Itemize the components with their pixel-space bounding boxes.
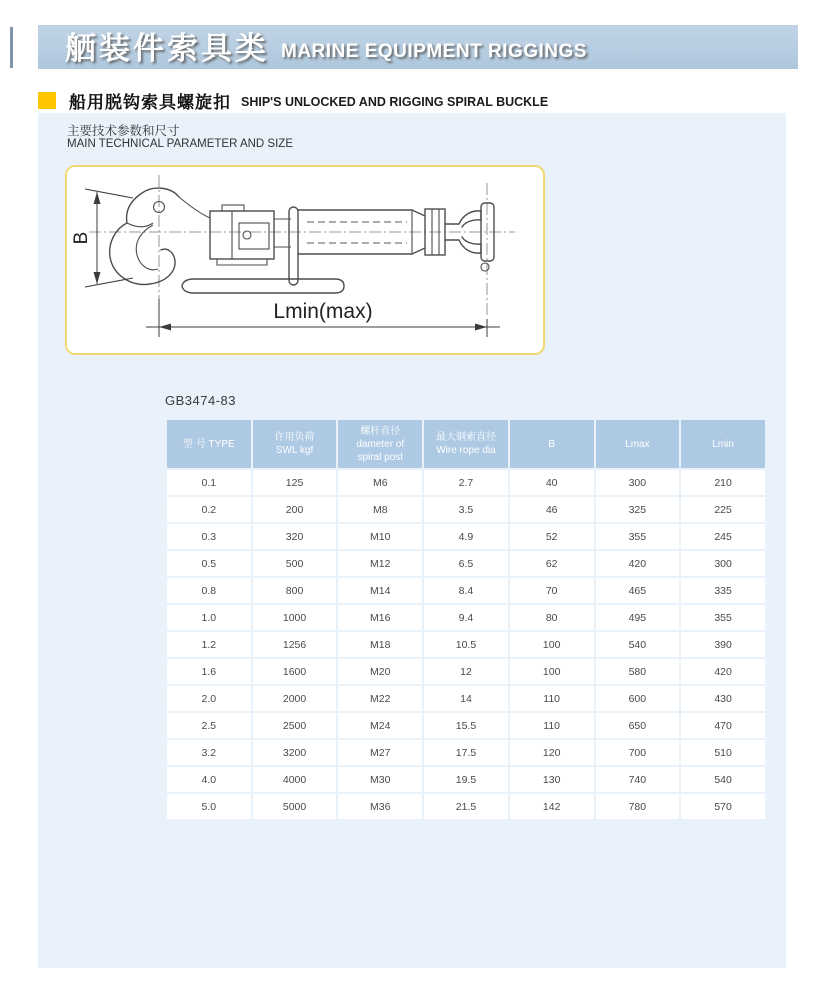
column-header bbox=[424, 420, 508, 468]
table-cell: 0.5 bbox=[167, 551, 251, 576]
table-cell: 325 bbox=[596, 497, 680, 522]
table-cell: 335 bbox=[681, 578, 765, 603]
table-cell: 80 bbox=[510, 605, 594, 630]
table-row bbox=[167, 686, 765, 711]
table-cell: 430 bbox=[681, 686, 765, 711]
table-cell: 8.4 bbox=[424, 578, 508, 603]
table-cell: 1.2 bbox=[167, 632, 251, 657]
column-header bbox=[510, 420, 594, 468]
table-cell: 100 bbox=[510, 632, 594, 657]
table-cell: 100 bbox=[510, 659, 594, 684]
table-cell: 14 bbox=[424, 686, 508, 711]
table-cell: 510 bbox=[681, 740, 765, 765]
table-cell: M24 bbox=[338, 713, 422, 738]
column-header-line: 许用负荷 bbox=[274, 432, 315, 443]
column-header-line: B bbox=[548, 438, 555, 450]
column-header bbox=[167, 420, 251, 468]
banner-title-en: MARINE EQUIPMENT RIGGINGS bbox=[281, 41, 587, 62]
column-header bbox=[253, 420, 337, 468]
table-cell: 10.5 bbox=[424, 632, 508, 657]
table-cell: 0.3 bbox=[167, 524, 251, 549]
table-cell: M30 bbox=[338, 767, 422, 792]
table-cell: 3.2 bbox=[167, 740, 251, 765]
table-row bbox=[167, 767, 765, 792]
column-header-line: Lmin bbox=[712, 438, 734, 450]
table-cell: M18 bbox=[338, 632, 422, 657]
table-cell: M6 bbox=[338, 470, 422, 495]
table-cell: 2.5 bbox=[167, 713, 251, 738]
section-heading bbox=[38, 88, 548, 113]
banner-title-zh: 舾装件索具类 bbox=[65, 31, 269, 66]
table-cell: 19.5 bbox=[424, 767, 508, 792]
section-title-en: SHIP'S UNLOCKED AND RIGGING SPIRAL BUCKLE bbox=[241, 95, 549, 109]
table-cell: 1000 bbox=[253, 605, 337, 630]
table-row bbox=[167, 524, 765, 549]
table-row bbox=[167, 659, 765, 684]
table-cell: 12 bbox=[424, 659, 508, 684]
table-cell: 2.7 bbox=[424, 470, 508, 495]
table-cell: 4000 bbox=[253, 767, 337, 792]
dim-label-lmin-max: Lmin(max) bbox=[273, 300, 373, 323]
banner bbox=[38, 25, 798, 69]
column-header-line: 最大钢索直径 bbox=[435, 432, 496, 443]
table-cell: 540 bbox=[681, 767, 765, 792]
technical-drawing bbox=[67, 167, 543, 353]
table-cell: 780 bbox=[596, 794, 680, 819]
table-cell: 500 bbox=[253, 551, 337, 576]
technical-drawing-panel bbox=[65, 165, 545, 355]
table-cell: 1600 bbox=[253, 659, 337, 684]
table-header-row bbox=[167, 420, 765, 468]
table-cell: 110 bbox=[510, 686, 594, 711]
table-cell: 125 bbox=[253, 470, 337, 495]
table-cell: M20 bbox=[338, 659, 422, 684]
table-cell: 1.6 bbox=[167, 659, 251, 684]
table-cell: M36 bbox=[338, 794, 422, 819]
table-cell: 355 bbox=[596, 524, 680, 549]
tech-heading-en: MAIN TECHNICAL PARAMETER AND SIZE bbox=[67, 138, 293, 150]
column-header-line: dameter of bbox=[356, 438, 405, 450]
table-cell: 650 bbox=[596, 713, 680, 738]
table-cell: 495 bbox=[596, 605, 680, 630]
column-header bbox=[681, 420, 765, 468]
table-cell: 0.2 bbox=[167, 497, 251, 522]
table-cell: 1256 bbox=[253, 632, 337, 657]
table-cell: 17.5 bbox=[424, 740, 508, 765]
table-cell: 355 bbox=[681, 605, 765, 630]
table-cell: 110 bbox=[510, 713, 594, 738]
table-row bbox=[167, 497, 765, 522]
table-cell: 540 bbox=[596, 632, 680, 657]
column-header-line: 型 号 TYPE bbox=[183, 438, 235, 450]
table-cell: 600 bbox=[596, 686, 680, 711]
tech-heading-zh: 主要技术参数和尺寸 bbox=[67, 124, 180, 138]
table-row bbox=[167, 551, 765, 576]
table-cell: 5000 bbox=[253, 794, 337, 819]
column-header-line: Lmax bbox=[625, 438, 650, 450]
table-cell: 0.1 bbox=[167, 470, 251, 495]
table-cell: 800 bbox=[253, 578, 337, 603]
content-panel bbox=[38, 113, 786, 968]
table-cell: 5.0 bbox=[167, 794, 251, 819]
table-cell: M12 bbox=[338, 551, 422, 576]
table-cell: 465 bbox=[596, 578, 680, 603]
table-row bbox=[167, 632, 765, 657]
column-header-line: 螺杆直径 bbox=[360, 425, 401, 437]
table-row bbox=[167, 740, 765, 765]
table-cell: 470 bbox=[681, 713, 765, 738]
table-cell: 580 bbox=[596, 659, 680, 684]
table-cell: 6.5 bbox=[424, 551, 508, 576]
table-cell: 15.5 bbox=[424, 713, 508, 738]
table-cell: M22 bbox=[338, 686, 422, 711]
table-cell: 570 bbox=[681, 794, 765, 819]
dim-label-b: B bbox=[71, 231, 92, 245]
table-body bbox=[167, 470, 765, 819]
table-cell: 120 bbox=[510, 740, 594, 765]
table-cell: 390 bbox=[681, 632, 765, 657]
table-cell: 21.5 bbox=[424, 794, 508, 819]
table-cell: M10 bbox=[338, 524, 422, 549]
section-title-zh: 船用脱钩索具螺旋扣 bbox=[69, 93, 231, 112]
table-cell: M8 bbox=[338, 497, 422, 522]
table-cell: 62 bbox=[510, 551, 594, 576]
table-cell: M16 bbox=[338, 605, 422, 630]
table-cell: 245 bbox=[681, 524, 765, 549]
standard-code: GB3474-83 bbox=[165, 393, 236, 408]
table-cell: M27 bbox=[338, 740, 422, 765]
table-cell: 210 bbox=[681, 470, 765, 495]
table-cell: 700 bbox=[596, 740, 680, 765]
table-cell: 0.8 bbox=[167, 578, 251, 603]
table-cell: 300 bbox=[681, 551, 765, 576]
column-header-line: spiral post bbox=[357, 451, 404, 463]
column-header-line: SWL kgf bbox=[275, 445, 314, 456]
column-header-line: Wire rope dia bbox=[436, 445, 496, 456]
table-row bbox=[167, 578, 765, 603]
left-accent-tick bbox=[10, 27, 13, 68]
table-cell: 2.0 bbox=[167, 686, 251, 711]
table-cell: 300 bbox=[596, 470, 680, 495]
table-row bbox=[167, 713, 765, 738]
table-row bbox=[167, 794, 765, 819]
table-cell: 4.9 bbox=[424, 524, 508, 549]
table-cell: 420 bbox=[596, 551, 680, 576]
table-cell: 4.0 bbox=[167, 767, 251, 792]
yellow-bullet-icon bbox=[38, 92, 56, 109]
table-cell: 2000 bbox=[253, 686, 337, 711]
table-cell: 1.0 bbox=[167, 605, 251, 630]
table-cell: 3.5 bbox=[424, 497, 508, 522]
table-cell: 40 bbox=[510, 470, 594, 495]
table-row bbox=[167, 470, 765, 495]
table-cell: 46 bbox=[510, 497, 594, 522]
table-cell: 200 bbox=[253, 497, 337, 522]
table-cell: 52 bbox=[510, 524, 594, 549]
table-cell: 740 bbox=[596, 767, 680, 792]
table-cell: 142 bbox=[510, 794, 594, 819]
table-cell: 420 bbox=[681, 659, 765, 684]
table-cell: 225 bbox=[681, 497, 765, 522]
table-cell: 3200 bbox=[253, 740, 337, 765]
table-cell: 2500 bbox=[253, 713, 337, 738]
table-cell: 70 bbox=[510, 578, 594, 603]
table-cell: 130 bbox=[510, 767, 594, 792]
table-row bbox=[167, 605, 765, 630]
table-cell: 320 bbox=[253, 524, 337, 549]
column-header bbox=[338, 420, 422, 468]
table-cell: M14 bbox=[338, 578, 422, 603]
spec-table bbox=[165, 418, 767, 821]
column-header bbox=[596, 420, 680, 468]
table-cell: 9.4 bbox=[424, 605, 508, 630]
